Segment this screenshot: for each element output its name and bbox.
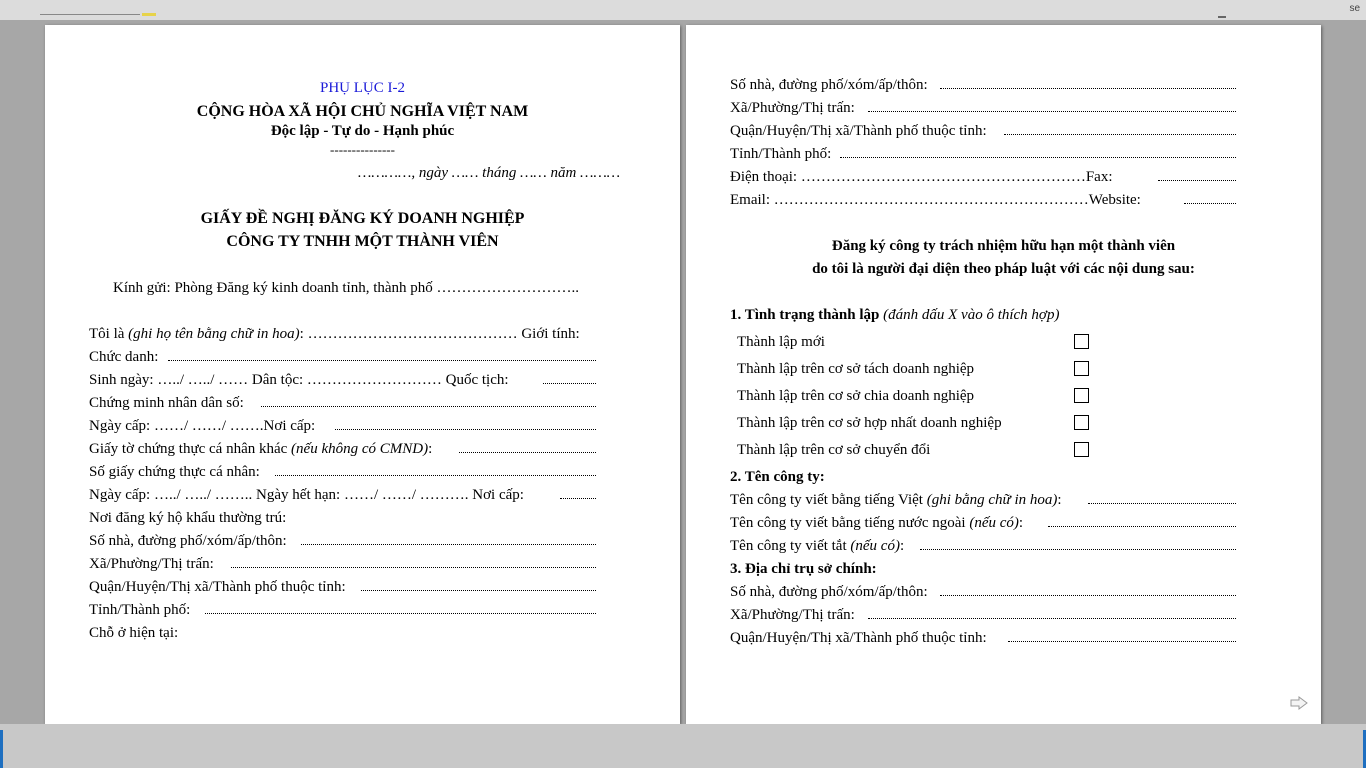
- field-title-label: Chức danh:: [89, 349, 159, 365]
- contact-province-label: Tỉnh/Thành phố:: [730, 146, 832, 162]
- option-checkbox[interactable]: [1074, 388, 1089, 403]
- field-other-doc-leader: [459, 452, 596, 453]
- option-checkbox[interactable]: [1074, 361, 1089, 376]
- company-name-vn-hint: (ghi bằng chữ in hoa): [926, 492, 1058, 508]
- contact-phone-label: Điện thoại: …………………………………………………Fax:: [730, 169, 1113, 185]
- heading-separator: ---------------: [330, 142, 395, 157]
- section-3-heading: 3. Địa chỉ trụ sở chính:: [730, 561, 877, 577]
- company-name-foreign-colon: :: [1018, 515, 1024, 531]
- nation-heading: CỘNG HÒA XÃ HỘI CHỦ NGHĨA VIỆT NAM: [196, 103, 529, 120]
- contact-ward-leader: [868, 111, 1236, 112]
- field-other-doc-colon: :: [428, 441, 433, 457]
- field-name-rest: : …………………………………… Giới tính:: [299, 326, 580, 342]
- hq-ward-leader: [868, 618, 1236, 619]
- company-name-abbr-colon: :: [899, 538, 905, 554]
- option-label: Thành lập mới: [737, 334, 825, 350]
- hq-street-label: Số nhà, đường phố/xóm/ấp/thôn:: [730, 584, 928, 600]
- option-label: Thành lập trên cơ sở chia doanh nghiệp: [737, 388, 975, 404]
- field-other-doc-label: Giấy tờ chứng thực cá nhân khác: [89, 441, 292, 457]
- registration-line-1: Đăng ký công ty trách nhiệm hữu hạn một thành viên: [831, 238, 1176, 254]
- company-name-abbr-label: Tên công ty viết tắt: [730, 538, 851, 554]
- contact-district-leader: [1004, 134, 1236, 135]
- highlight-marker: [142, 13, 156, 16]
- field-doc-no-label: Số giấy chứng thực cá nhân:: [89, 464, 260, 480]
- form-title-line-2: CÔNG TY TNHH MỘT THÀNH VIÊN: [226, 233, 499, 250]
- left-border-accent: [0, 730, 3, 768]
- field-issue-label: Ngày cấp: ……/ ……/ …….Nơi cấp:: [89, 418, 316, 434]
- hq-ward-label: Xã/Phường/Thị trấn:: [730, 607, 855, 623]
- section-2-heading: 2. Tên công ty:: [730, 469, 825, 485]
- contact-fax-leader: [1158, 180, 1236, 181]
- field-street-label: Số nhà, đường phố/xóm/ấp/thôn:: [89, 533, 287, 549]
- option-checkbox[interactable]: [1074, 334, 1089, 349]
- recipient-line: Kính gửi: Phòng Đăng ký kinh doanh tỉnh, thành phố ………………………..: [113, 280, 580, 296]
- hq-street-leader: [940, 595, 1236, 596]
- contact-street-leader: [940, 88, 1236, 89]
- field-name-hint: (ghi họ tên bằng chữ in hoa): [128, 326, 300, 342]
- field-id-label: Chứng minh nhân dân số:: [89, 395, 244, 411]
- company-name-vn: [730, 492, 1062, 509]
- field-ward-leader: [231, 567, 596, 568]
- field-issue-leader: [335, 429, 596, 430]
- contact-province-leader: [840, 157, 1236, 158]
- section-1-title: 1. Tình trạng thành lập: [730, 307, 880, 323]
- field-other-doc-hint: (nếu không có CMND): [291, 441, 429, 457]
- contact-street-label: Số nhà, đường phố/xóm/ấp/thôn:: [730, 77, 928, 93]
- field-dates-label: Ngày cấp: …../ …../ …….. Ngày hết hạn: ……/ ……/ ………. Nơi cấp:: [89, 487, 524, 503]
- field-name: [89, 326, 580, 343]
- section-1-hint: (đánh dấu X vào ô thích hợp): [879, 307, 1060, 323]
- option-label: Thành lập trên cơ sở tách doanh nghiệp: [737, 361, 975, 377]
- appendix-label: PHỤ LỤC I-2: [320, 80, 405, 96]
- section-1-heading: [730, 307, 1059, 324]
- hq-district-leader: [1008, 641, 1236, 642]
- form-title-line-1: GIẤY ĐỀ NGHỊ ĐĂNG KÝ DOANH NGHIỆP: [200, 210, 525, 227]
- field-district-leader: [361, 590, 596, 591]
- field-dates-leader: [560, 498, 596, 499]
- corner-text: se: [1349, 3, 1360, 14]
- document-page-2: [686, 25, 1321, 724]
- ruler-marker: [1218, 16, 1226, 18]
- status-bar: [0, 724, 1366, 768]
- document-page-1: [45, 25, 680, 724]
- next-page-arrow-icon[interactable]: [1290, 696, 1308, 710]
- field-ward-label: Xã/Phường/Thị trấn:: [89, 556, 214, 572]
- option-label: Thành lập trên cơ sở chuyển đổi: [737, 442, 931, 458]
- company-name-abbr-leader: [920, 549, 1236, 550]
- date-line: …………, ngày …… tháng …… năm ………: [358, 165, 621, 181]
- registration-line-2: do tôi là người đại diện theo pháp luật với các nội dung sau:: [812, 261, 1195, 277]
- option-checkbox[interactable]: [1074, 415, 1089, 430]
- field-province-label: Tỉnh/Thành phố:: [89, 602, 191, 618]
- field-title-leader: [168, 360, 596, 361]
- contact-ward-label: Xã/Phường/Thị trấn:: [730, 100, 855, 116]
- hq-district-label: Quận/Huyện/Thị xã/Thành phố thuộc tỉnh:: [730, 630, 987, 646]
- field-other-doc: [89, 441, 432, 458]
- company-name-foreign-label: Tên công ty viết bằng tiếng nước ngoài: [730, 515, 970, 531]
- field-current-label: Chỗ ở hiện tại:: [89, 625, 179, 641]
- field-birth-label: Sinh ngày: …../ …../ …… Dân tộc: ……………………… Quốc tịch:: [89, 372, 509, 388]
- option-label: Thành lập trên cơ sở hợp nhất doanh nghiệp: [737, 415, 1002, 431]
- contact-website-leader: [1184, 203, 1236, 204]
- motto-heading: Độc lập - Tự do - Hạnh phúc: [270, 123, 455, 139]
- contact-district-label: Quận/Huyện/Thị xã/Thành phố thuộc tỉnh:: [730, 123, 987, 139]
- field-registered-label: Nơi đăng ký hộ khẩu thường trú:: [89, 510, 287, 526]
- company-name-vn-label: Tên công ty viết bằng tiếng Việt: [730, 492, 927, 508]
- field-doc-no-leader: [275, 475, 596, 476]
- field-id-leader: [261, 406, 596, 407]
- company-name-vn-leader: [1088, 503, 1236, 504]
- field-name-label: Tôi là: [89, 326, 129, 342]
- field-street-leader: [301, 544, 596, 545]
- company-name-foreign-leader: [1048, 526, 1236, 527]
- company-name-vn-colon: :: [1057, 492, 1062, 508]
- field-nationality-leader: [543, 383, 596, 384]
- option-checkbox[interactable]: [1074, 442, 1089, 457]
- field-province-leader: [205, 613, 596, 614]
- window-top-strip: [0, 0, 1366, 20]
- company-name-abbr-hint: (nếu có): [850, 538, 900, 554]
- company-name-foreign: [730, 515, 1023, 532]
- company-name-foreign-hint: (nếu có): [969, 515, 1019, 531]
- field-district-label: Quận/Huyện/Thị xã/Thành phố thuộc tỉnh:: [89, 579, 346, 595]
- ruler-line: [40, 14, 140, 15]
- contact-email-label: Email: ………………………………………………………Website:: [730, 192, 1141, 208]
- company-name-abbr: [730, 538, 904, 555]
